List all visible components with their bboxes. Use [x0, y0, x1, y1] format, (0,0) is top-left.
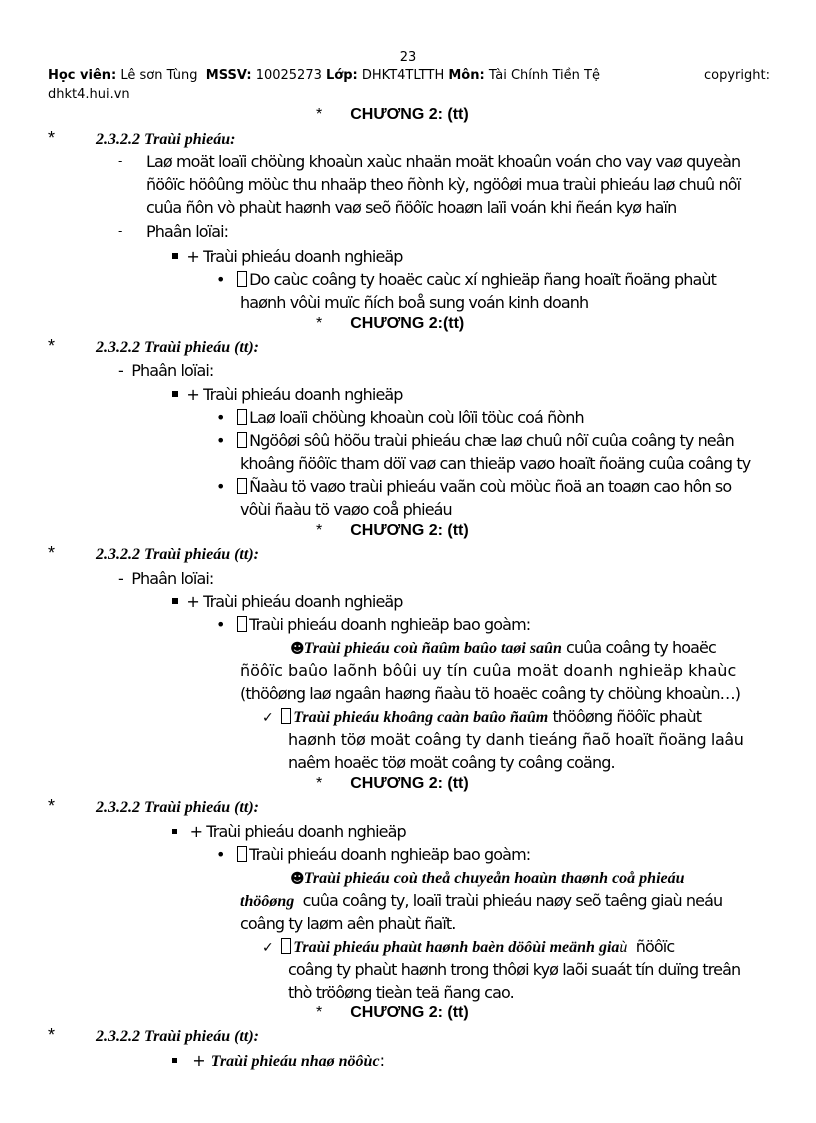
section-heading: 2.3.2.2 Traùi phieáu: — [96, 131, 236, 148]
missing-glyph-icon — [281, 708, 291, 724]
section-heading: 2.3.2.2 Traùi phieáu (tt): — [96, 799, 259, 816]
chapter-heading — [316, 106, 469, 124]
convertible-bond-title-cont: thöôøng — [240, 893, 295, 910]
missing-glyph-icon — [237, 271, 247, 287]
class-label: Lớp: — [326, 68, 358, 83]
chapter-heading — [316, 1004, 469, 1022]
dot-bullet: • — [216, 477, 225, 496]
plus-sign: + — [192, 1051, 206, 1070]
mssv-value: 10025273 — [255, 68, 322, 83]
corporate-bond-item — [172, 822, 406, 841]
unsecured-bond-text-cont: naêm hoaëc töø moät coâng ty coâng coäng. — [288, 753, 615, 772]
mssv-label: MSSV: — [205, 68, 252, 83]
issuer-text-cont: haønh vôùi muïc ñích boå sung voán kinh doanh — [240, 293, 589, 312]
dot-bullet: • — [216, 615, 225, 634]
corporate-bond-item — [172, 247, 403, 266]
student-name: Lê sơn Tùng — [120, 68, 198, 83]
copyright-site: dhkt4.hui.vn — [48, 87, 130, 102]
guaranteed-bond-text-cont: ñöôïc baûo laõnh bôûi uy tín cuûa moät doanh nghieäp khaùc — [240, 661, 737, 680]
convertible-bond-text: cuûa coâng ty, loaïi traùi phieáu naøy seõ taêng giaù neáu — [302, 891, 723, 910]
corporate-bond-item — [172, 592, 403, 611]
student-label: Học viên: — [48, 68, 117, 83]
chapter-title: CHƯƠNG 2: (tt) — [350, 106, 469, 123]
discount-bond-text: ñöôïc — [635, 937, 675, 956]
check-icon: ✓ — [262, 940, 273, 956]
classification-label: Phaân loïai: — [131, 569, 214, 588]
star-icon: * — [48, 543, 56, 563]
definition-line: Laø moät loaïi chöùng khoaùn xaùc nhaän moät khoaûn voán cho vay vaø quyeàn — [146, 152, 741, 171]
convertible-bond-title: Traùi phieáu coù theå chuyeån hoaùn thaønh coå phieáu — [303, 870, 685, 887]
missing-glyph-icon — [281, 938, 291, 954]
dot-bullet: • — [216, 270, 225, 289]
star-icon: * — [48, 796, 56, 816]
discount-bond-title: Traùi phieáu phaùt haønh baèn döôùi meänh gia — [293, 939, 620, 956]
list-item — [216, 845, 530, 864]
sun-bullet-icon: ☻ — [290, 641, 304, 657]
section-heading: 2.3.2.2 Traùi phieáu (tt): — [96, 1028, 259, 1045]
guaranteed-bond-text: cuûa coâng ty hoaëc — [566, 638, 716, 657]
list-item — [216, 408, 584, 427]
square-bullet-icon — [172, 1058, 177, 1063]
square-bullet-icon — [172, 598, 178, 604]
discount-bond-line — [262, 937, 674, 957]
government-bond-item — [172, 1051, 385, 1071]
discount-bond-text-cont: thò tröôøng tieàn teä ñang cao. — [288, 983, 514, 1002]
missing-glyph-icon — [237, 616, 247, 632]
chapter-heading — [316, 775, 469, 793]
unsecured-bond-text: thöôøng ñöôïc phaùt — [552, 707, 702, 726]
list-item-text-cont: khoâng ñöôïc tham döï vaø can thieäp vaøo hoaït ñoäng cuûa coâng ty — [240, 454, 751, 473]
missing-glyph-icon — [237, 432, 247, 448]
classification-item — [118, 361, 213, 380]
list-item-text: Ñaàu tö vaøo traùi phieáu vaãn coù möùc ñoä an toaøn cao hôn so — [249, 477, 732, 496]
colon: : — [379, 1051, 385, 1070]
list-item — [216, 477, 731, 496]
chapter-title: CHƯƠNG 2: (tt) — [350, 522, 469, 539]
convertible-bond-text-cont: coâng ty laøm aên phaùt ñaït. — [240, 914, 456, 933]
classification-label: Phaân loïai: — [131, 361, 214, 380]
list-item — [216, 431, 734, 450]
unsecured-bond-line — [262, 707, 701, 727]
dot-bullet: • — [216, 845, 225, 864]
dash-bullet: - — [118, 224, 122, 238]
definition-line: ñöôïc höôûng möùc thu nhaäp theo ñònh kỳ, ngöôøi mua traùi phieáu laø chuû nôï — [146, 175, 741, 194]
section-heading: 2.3.2.2 Traùi phieáu (tt): — [96, 339, 259, 356]
star-icon: * — [316, 775, 323, 792]
class-value: DHKT4TLTTH — [361, 68, 445, 83]
section-heading: 2.3.2.2 Traùi phieáu (tt): — [96, 546, 259, 563]
subject-label: Môn: — [448, 68, 485, 83]
chapter-title: CHƯƠNG 2:(tt) — [350, 315, 465, 332]
star-icon: * — [48, 336, 56, 356]
square-bullet-icon — [172, 391, 178, 397]
list-item — [216, 615, 530, 634]
subject-value: Tài Chính Tiền Tệ — [488, 68, 600, 83]
definition-line: cuûa ñôn vò phaùt haønh vaø seõ ñöôïc hoaøn laïi voán khi ñeán kyø haïn — [146, 198, 677, 217]
square-bullet-icon — [172, 829, 177, 834]
missing-glyph-icon — [237, 409, 247, 425]
chapter-title: CHƯƠNG 2: (tt) — [350, 775, 469, 792]
issuer-text: Do caùc coâng ty hoaëc caùc xí nghieäp ñang hoaït ñoäng phaùt — [249, 270, 716, 289]
classification-item — [118, 569, 213, 588]
star-icon: * — [316, 1004, 323, 1021]
star-icon: * — [316, 106, 323, 123]
copyright-label: copyright: — [704, 68, 770, 83]
missing-glyph-icon — [237, 846, 247, 862]
issuer-item — [216, 270, 716, 289]
star-icon: * — [48, 1025, 56, 1045]
guaranteed-bond-line — [290, 638, 716, 658]
unsecured-bond-title: Traùi phieáu khoâng caàn baûo ñaûm — [293, 709, 549, 726]
list-item-text: Traùi phieáu doanh nghieäp bao goàm: — [249, 845, 531, 864]
guaranteed-bond-title: Traùi phieáu coù ñaûm baûo taøi saûn — [303, 640, 562, 657]
chapter-title: CHƯƠNG 2: (tt) — [350, 1004, 469, 1021]
chapter-heading — [316, 522, 469, 540]
convertible-bond-line — [290, 868, 685, 888]
dash-bullet: - — [118, 154, 122, 168]
convertible-bond-line-2 — [240, 891, 722, 911]
guaranteed-bond-text-cont: (thöôøng laø ngaân haøng ñaàu tö hoaëc coâng ty chöùng khoaùn…) — [240, 684, 741, 703]
dot-bullet: • — [216, 431, 225, 450]
star-icon: * — [48, 128, 56, 148]
star-icon: * — [316, 522, 323, 539]
corporate-bond-label: + Traùi phieáu doanh nghieäp — [189, 822, 406, 841]
list-item-text-cont: vôùi ñaàu tö vaøo coå phieáu — [240, 500, 452, 519]
dash-bullet: - — [118, 569, 123, 588]
star-icon: * — [316, 315, 323, 332]
sun-bullet-icon: ☻ — [290, 871, 304, 887]
list-item-text: Traùi phieáu doanh nghieäp bao goàm: — [249, 615, 531, 634]
missing-glyph-icon — [237, 478, 247, 494]
dot-bullet: • — [216, 408, 225, 427]
list-item-text: Ngöôøi sôû höõu traùi phieáu chæ laø chuû nôï cuûa coâng ty neân — [249, 431, 734, 450]
discount-bond-title-suffix: ù — [619, 939, 628, 956]
page-header — [48, 68, 600, 83]
square-bullet-icon — [172, 253, 178, 259]
chapter-heading — [316, 315, 464, 333]
list-item-text: Laø loaïi chöùng khoaùn coù lôïi töùc coá ñònh — [249, 408, 584, 427]
corporate-bond-label: + Traùi phieáu doanh nghieäp — [186, 385, 403, 404]
corporate-bond-item — [172, 385, 403, 404]
corporate-bond-label: + Traùi phieáu doanh nghieäp — [186, 592, 403, 611]
discount-bond-text-cont: coâng ty phaùt haønh trong thôøi kyø laõi suaát tín duïng treân — [288, 960, 741, 979]
unsecured-bond-text-cont: haønh töø moät coâng ty danh tieáng ñaõ hoaït ñoäng laâu — [288, 730, 744, 749]
corporate-bond-label: + Traùi phieáu doanh nghieäp — [186, 247, 403, 266]
check-icon: ✓ — [262, 710, 273, 726]
page-number: 23 — [399, 50, 417, 65]
government-bond-title: Traùi phieáu nhaø nöôùc — [210, 1053, 380, 1070]
classification-label: Phaân loïai: — [146, 222, 229, 241]
dash-bullet: - — [118, 361, 123, 380]
